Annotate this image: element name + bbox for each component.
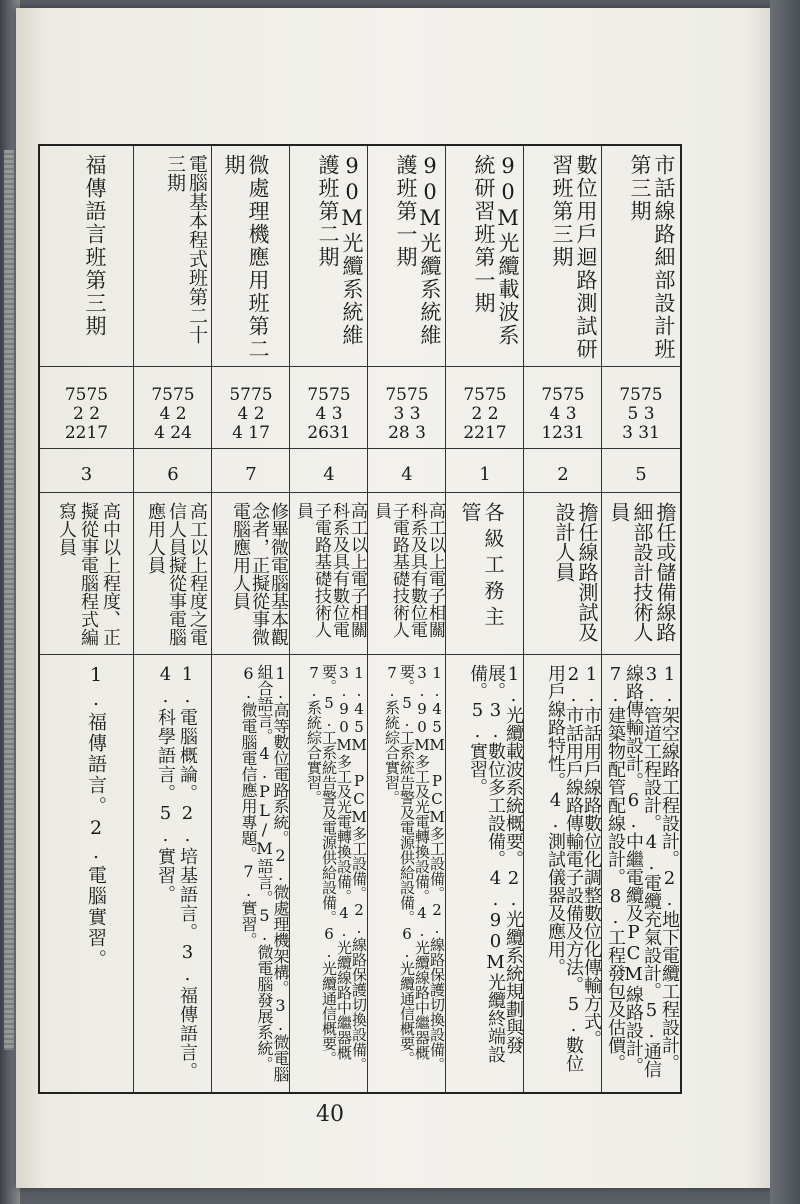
page-number: 40: [316, 1102, 344, 1127]
table-column-3: [367, 146, 446, 1092]
course-content: 1.高等數位電路系統。2.微處理機架構。3.微電腦組合語言。4.PL/M語言。5.微電腦發展系統。6.微電腦電信應用專題。7.實習。: [239, 664, 290, 1082]
course-name: 90M光纜系統維護班第一期: [394, 154, 442, 347]
table-column-0: [601, 146, 680, 1092]
qualification: 擔任或儲備線路細部設計技術人員: [607, 502, 677, 642]
course-code: 7575 4 3 2631: [307, 385, 351, 443]
course-name: 90M光纜載波系統研習班第一期: [472, 154, 520, 347]
trainee-count: 2: [557, 464, 569, 485]
table-column-2: [445, 146, 524, 1092]
course-name: 市話線路細部設計班第三期: [628, 154, 676, 361]
book-page: [16, 8, 776, 1188]
qualification: 高工以上電子相關科系及具有數位電子電路基礎技術人員: [293, 502, 367, 638]
course-code: 7575 2 2 2217: [463, 385, 507, 443]
qualification: 高工以上程度之電信人員擬從事電腦應用人員: [145, 502, 208, 646]
trainee-count: 4: [323, 464, 335, 485]
qualification: 高中以上程度、正擬從事電腦程式編寫人員: [56, 502, 121, 646]
course-content: 1.光纜載波系統概要。2.光纜系統規劃與發展。3.數位多工設備。4.90M光纜終端設備。5.實習。: [467, 664, 524, 1063]
course-name: 電腦基本程式班第二十三期: [164, 154, 208, 344]
course-code: 7575 5 3 3 31: [619, 385, 663, 443]
table-column-7: [40, 146, 133, 1092]
qualification: 修畢微電腦基本觀念者，正擬從事微電腦應用人員: [230, 502, 289, 646]
trainee-count: 1: [479, 464, 491, 485]
course-content: 1.架空線路工程設計。2.地下電纜工程設計。3.管道工程設計。4.電纜充氣設計。5.通信線路傳輸設計。6.中繼電纜及PCM線路設計。7.建築物配管配線設計。8.工程發包及估價。: [605, 664, 680, 1078]
book-cover-edge: [770, 0, 800, 1204]
course-code: 7575 4 2 4 24: [151, 385, 195, 443]
course-content: 1.福傳語言。2.電腦實習。: [85, 664, 107, 970]
course-code: 7575 4 3 1231: [541, 385, 585, 443]
page-edges: [4, 150, 14, 1050]
trainee-count: 6: [167, 464, 179, 485]
trainee-count: 3: [80, 464, 93, 485]
course-table: [38, 144, 682, 1094]
course-name: 福傳語言班第三期: [83, 154, 107, 338]
table-column-1: [523, 146, 602, 1092]
course-name: 數位用戶迴路測試研習班第三期: [550, 154, 598, 361]
course-code: 7575 2 2 2217: [64, 385, 109, 443]
course-code: 7575 3 3 28 3: [385, 385, 429, 443]
trainee-count: 5: [635, 464, 647, 485]
course-name: 90M光纜系統維護班第二期: [316, 154, 364, 347]
course-code: 5775 4 2 4 17: [229, 385, 273, 443]
course-content: 1.45M PCM多工設備。2.線路保護切換設備。3.90M多工及光電轉換設備。4.光纜線路中繼器概要。5.工系統告警及電源供給設備。6.光纜通信概要。7.系統綜合實習。: [305, 664, 368, 1072]
qualification: 擔任線路測試及設計人員: [552, 502, 599, 642]
table-column-6: [133, 146, 212, 1092]
course-content: 1.市話用戶線路數位化調整數位化傳輸方式。2.市話用戶線路傳輸電子設備及方法。5.數位用戶線路特性。4.測試儀器及應用。: [545, 664, 602, 1072]
course-content: 1.電腦概論。2.培基語言。3.福傳語言。4.科學語言。5.實習。: [155, 664, 198, 1081]
trainee-count: 7: [245, 464, 257, 485]
qualification: 高工以上電子相關科系及具有數位電子電路基礎技術人員: [371, 502, 445, 638]
qualification: 各級工務主管: [458, 502, 505, 632]
table-column-4: [289, 146, 368, 1092]
trainee-count: 4: [401, 464, 413, 485]
course-name: 微處理機應用班第二期: [222, 154, 270, 361]
course-content: 1.45M PCM多工設備。2.線路保護切換設備。3.90M多工及光電轉換設備。4.光纜線路中繼器概要。5.工系統告警及電源供給設備。6.光纜通信概要。7.系統綜合實習。: [383, 664, 446, 1072]
table-column-5: [211, 146, 290, 1092]
